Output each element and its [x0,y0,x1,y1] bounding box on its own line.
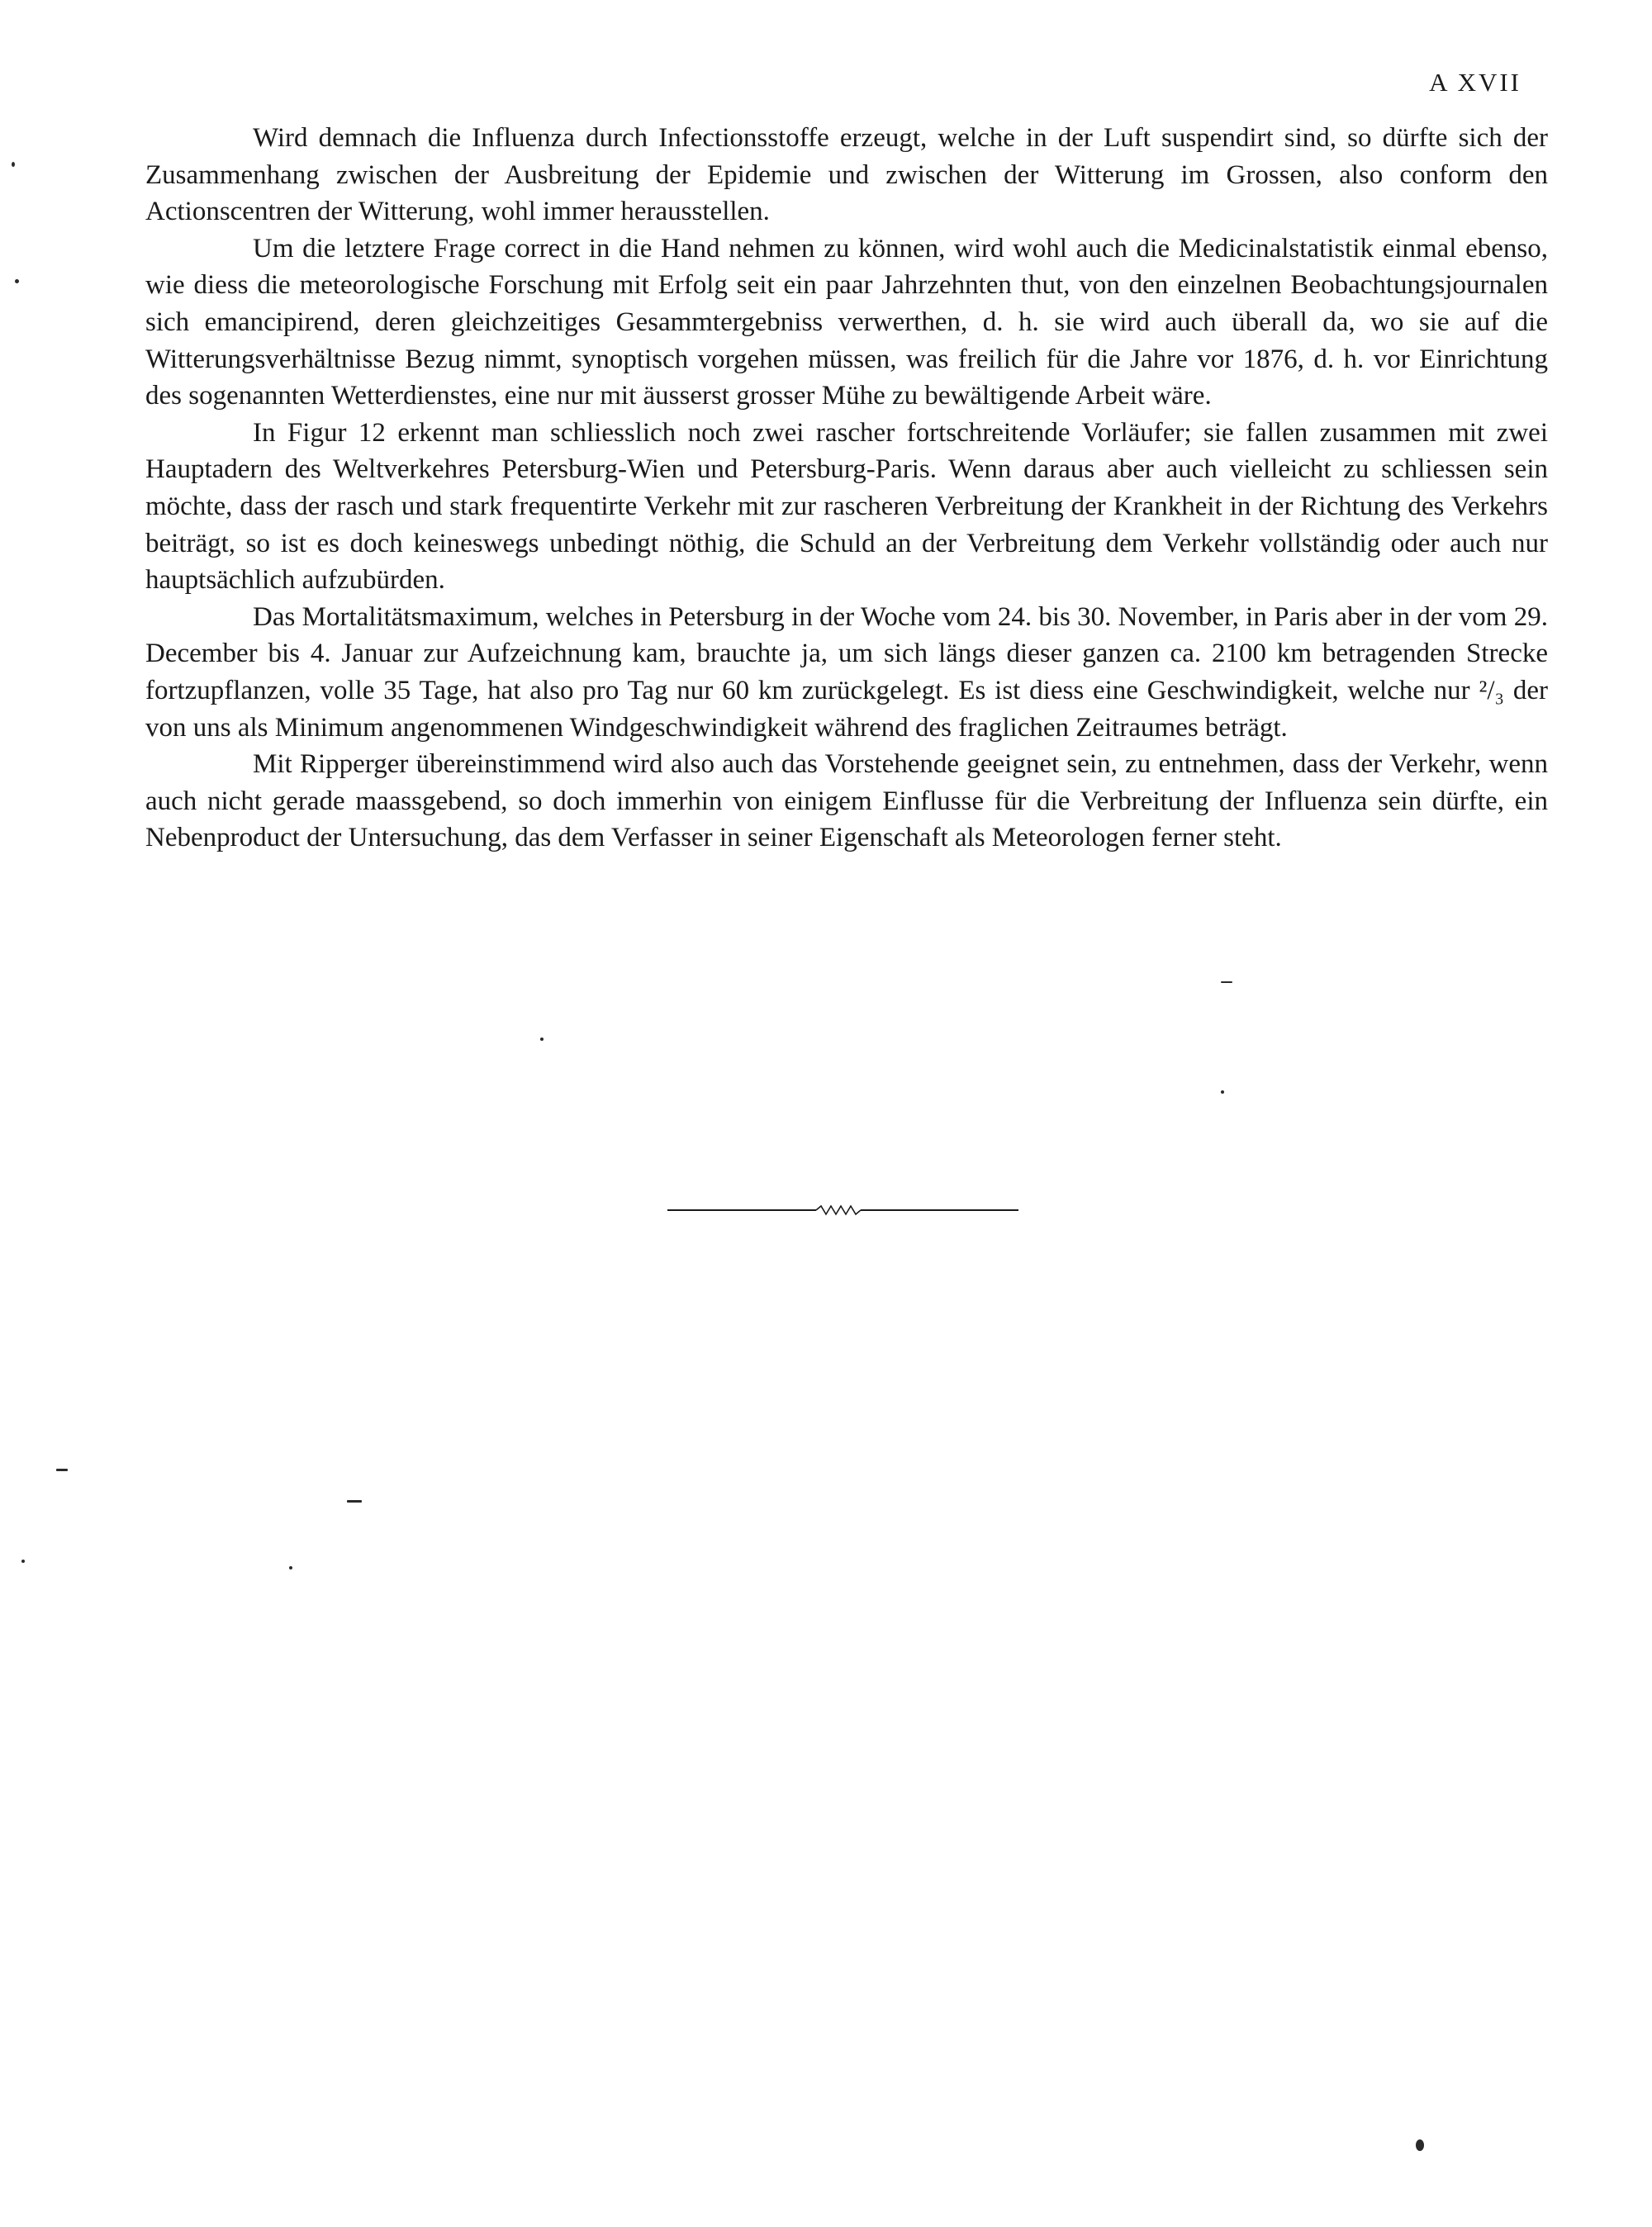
paragraph-2: Um die letztere Frage correct in die Hand nehmen zu können, wird wohl auch die Medicinalstatistik einmal ebenso, wie diess die meteorologische Forschung mit Erfolg seit ein paar Jahrzehnten thut, von den einzelnen Beobachtungsjournalen sich emancipirend, deren gleichzeitiges Gesammtergebniss verwerthen, d. h. sie wird auch überall da, wo sie auf die Witterungsverhältnisse Bezug nimmt, synoptisch vorgehen müssen, was freilich für die Jahre vor 1876, d. h. vor Einrichtung des sogenannten Wetterdienstes, eine nur mit äusserst grosser Mühe zu bewältigende Arbeit wäre. [145,233,1548,411]
scan-speck [1221,1090,1224,1094]
body-text [145,120,1548,857]
paragraph-3: In Figur 12 erkennt man schliesslich noch zwei rascher fortschreitende Vorläufer; sie fallen zusammen mit zwei Hauptadern des Weltverkehres Petersburg-Wien und Petersburg-Paris. Wenn daraus aber auch vielleicht zu schliessen sein möchte, dass der rasch und stark frequentirte Verkehr mit zur rascheren Verbreitung der Krankheit in der Richtung des Verkehrs beiträgt, so ist es doch keineswegs unbedingt nöthig, die Schuld an der Verbreitung dem Verkehr vollständig oder auch nur hauptsächlich aufzubürden. [145,417,1548,596]
paragraph-4: Das Mortalitätsmaximum, welches in Petersburg in der Woche vom 24. bis 30. November, in Paris aber in der vom 29. December bis 4. Januar zur Aufzeichnung kam, brauchte ja, um sich längs dieser ganzen ca. 2100 km betragenden Strecke fortzupflanzen, volle 35 Tage, hat also pro Tag nur 60 km zurückgelegt. Es ist diess eine Geschwindigkeit, welche nur ²/₃ der von uns als Minimum angenommenen Windgeschwindigkeit während des fraglichen Zeitraumes beträgt. [145,601,1548,743]
scan-speck [1221,981,1232,983]
paragraph-1: Wird demnach die Influenza durch Infectionsstoffe erzeugt, welche in der Luft suspendirt sind, so dürfte sich der Zusammenhang zwischen der Ausbreitung der Epidemie und zwischen der Witterung im Grossen, also conform den Actionscentren der Witterung, wohl immer herausstellen. [145,123,1548,227]
scan-speck [540,1038,544,1041]
page-number: A XVII [1429,68,1521,97]
scan-speck [15,279,19,283]
section-separator [667,1200,1018,1220]
scan-speck [347,1500,362,1503]
scan-speck [1416,2139,1424,2151]
scan-speck [12,162,15,167]
paragraph-5: Mit Ripperger übereinstimmend wird also auch das Vorstehende geeignet sein, zu entnehmen, dass der Verkehr, wenn auch nicht gerade maassgebend, so doch immerhin von einigem Einflusse für die Verbreitung der Influenza sein dürfte, ein Nebenproduct der Untersuchung, das dem Verfasser in seiner Eigenschaft als Meteorologen ferner steht. [145,749,1548,853]
scan-speck [21,1560,25,1563]
scan-speck [56,1469,68,1471]
scan-speck [289,1566,292,1569]
